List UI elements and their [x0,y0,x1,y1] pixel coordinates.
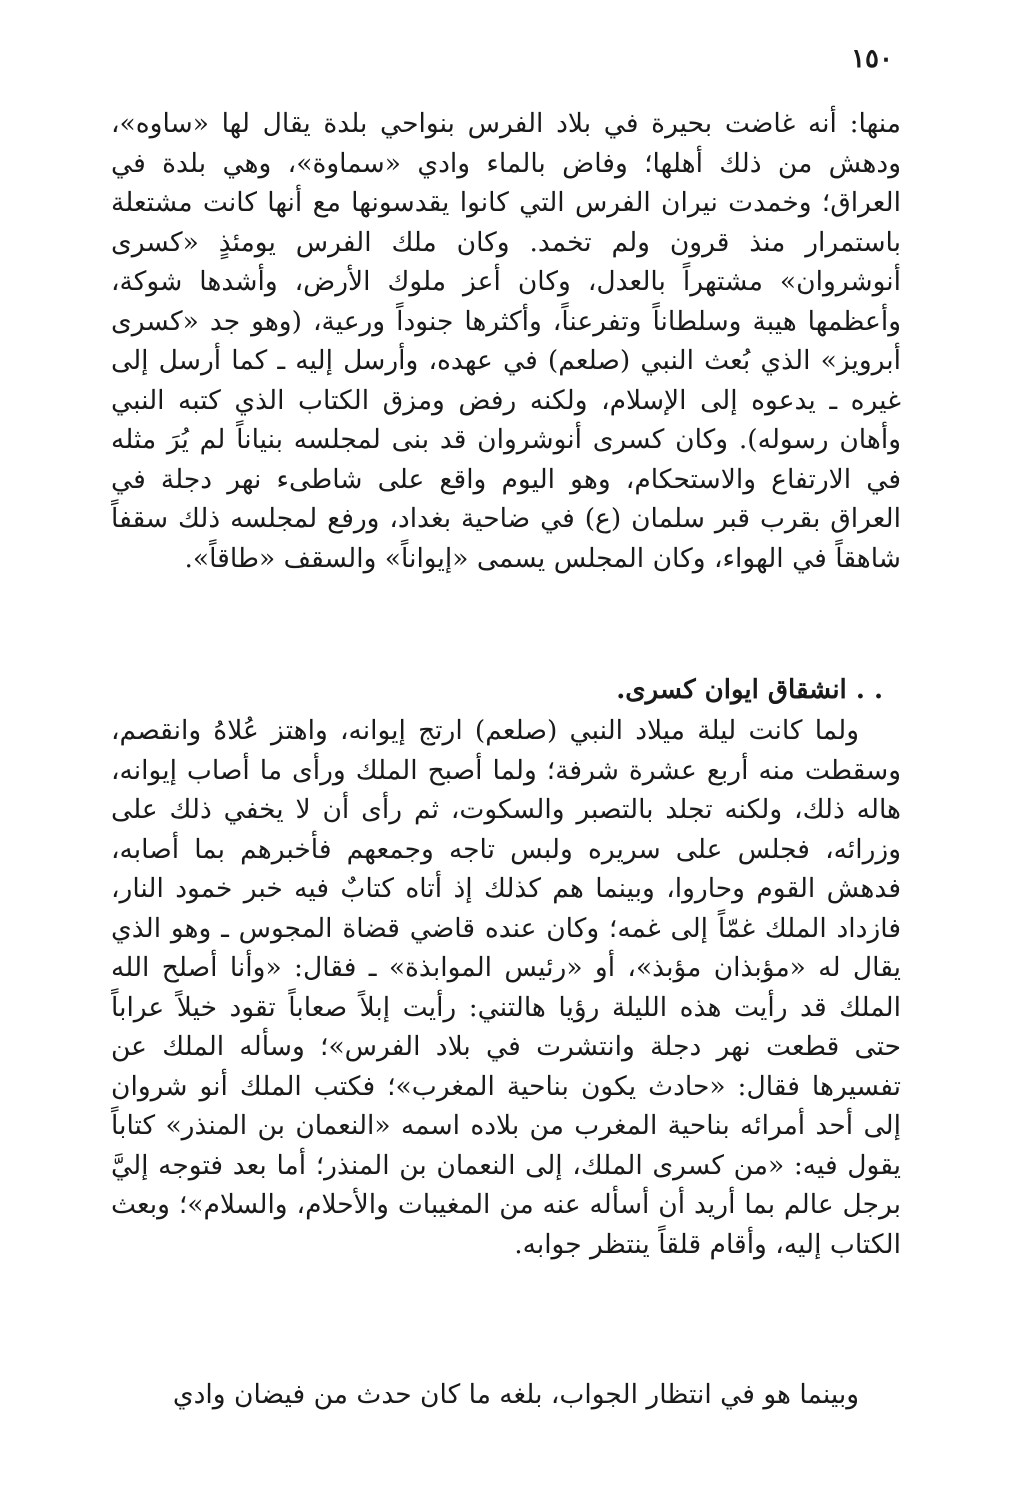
page-number: ١٥٠ [851,44,893,74]
paragraph-3-text: وبينما هو في انتظار الجواب، بلغه ما كان حدث من فيضان وادي [172,1379,859,1410]
paragraph-1 [111,104,901,578]
paragraph-3 [111,1375,901,1415]
paragraph-1-text: منها: أنه غاضت بحيرة في بلاد الفرس بنواحي بلدة يقال لها «ساوه»، ودهش من ذلك أهلها؛ وفاض بالماء وادي «سماوة»، وهي بلدة في العراق؛ وخمدت نيران الفرس التي كانوا يقدسونها مع أنها كانت مشتعلة باستمرار منذ قرون ولم تخمد. وكان ملك الفرس يومئذٍ «كسرى أنوشروان» مشتهراً بالعدل، وكان أعز ملوك الأرض، وأشدها شوكة، وأعظمها هيبة وسلطاناً وتفرعناً، وأكثرها جنوداً ورعية، (وهو جد «كسرى أبرويز» الذي بُعث النبي (صلعم) في عهده، وأرسل إليه ـ كما أرسل إلى غيره ـ يدعوه إلى الإسلام، ولكنه رفض ومزق الكتاب الذي كتبه النبي وأهان رسوله). وكان كسرى أنوشروان قد بنى لمجلسه بنياناً لم يُرَ مثله في الارتفاع والاستحكام، وهو اليوم واقع على شاطىء نهر دجلة في العراق بقرب قبر سلمان (ع) في ضاحية بغداد، ورفع لمجلسه ذلك سقفاً شاهقاً في الهواء، وكان المجلس يسمى «إيواناً» والسقف «طاقاً». [111,108,901,574]
section-heading: . . انشقاق ايوان كسرى. [616,675,883,705]
paragraph-2 [111,711,901,1264]
paragraph-2-text: ولما كانت ليلة ميلاد النبي (صلعم) ارتج إيوانه، واهتز عُلاهُ وانقصم، وسقطت منه أربع عشرة شرفة؛ ولما أصبح الملك ورأى ما أصاب إيوانه، هاله ذلك، ولكنه تجلد بالتصبر والسكوت، ثم رأى أن لا يخفي ذلك على وزرائه، فجلس على سريره ولبس تاجه وجمعهم فأخبرهم بما أصابه، فدهش القوم وحاروا، وبينما هم كذلك إذ أتاه كتابٌ فيه خبر خمود النار، فازداد الملك غمّاً إلى غمه؛ وكان عنده قاضي قضاة المجوس ـ وهو الذي يقال له «مؤبذان مؤبذ»، أو «رئيس الموابذة» ـ فقال: «وأنا أصلح الله الملك قد رأيت هذه الليلة رؤيا هالتني: رأيت إبلاً صعاباً تقود خيلاً عراباً حتى قطعت نهر دجلة وانتشرت في بلاد الفرس»؛ وسأله الملك عن تفسيرها فقال: «حادث يكون بناحية المغرب»؛ فكتب الملك أنو شروان إلى أحد أمرائه بناحية المغرب من بلاده اسمه «النعمان بن المنذر» كتاباً يقول فيه: «من كسرى الملك، إلى النعمان بن المنذر؛ أما بعد فتوجه إليَّ برجل عالم بما أريد أن أسأله عنه من المغيبات والأحلام، والسلام»؛ وبعث الكتاب إليه، وأقام قلقاً ينتظر جوابه. [111,715,901,1260]
